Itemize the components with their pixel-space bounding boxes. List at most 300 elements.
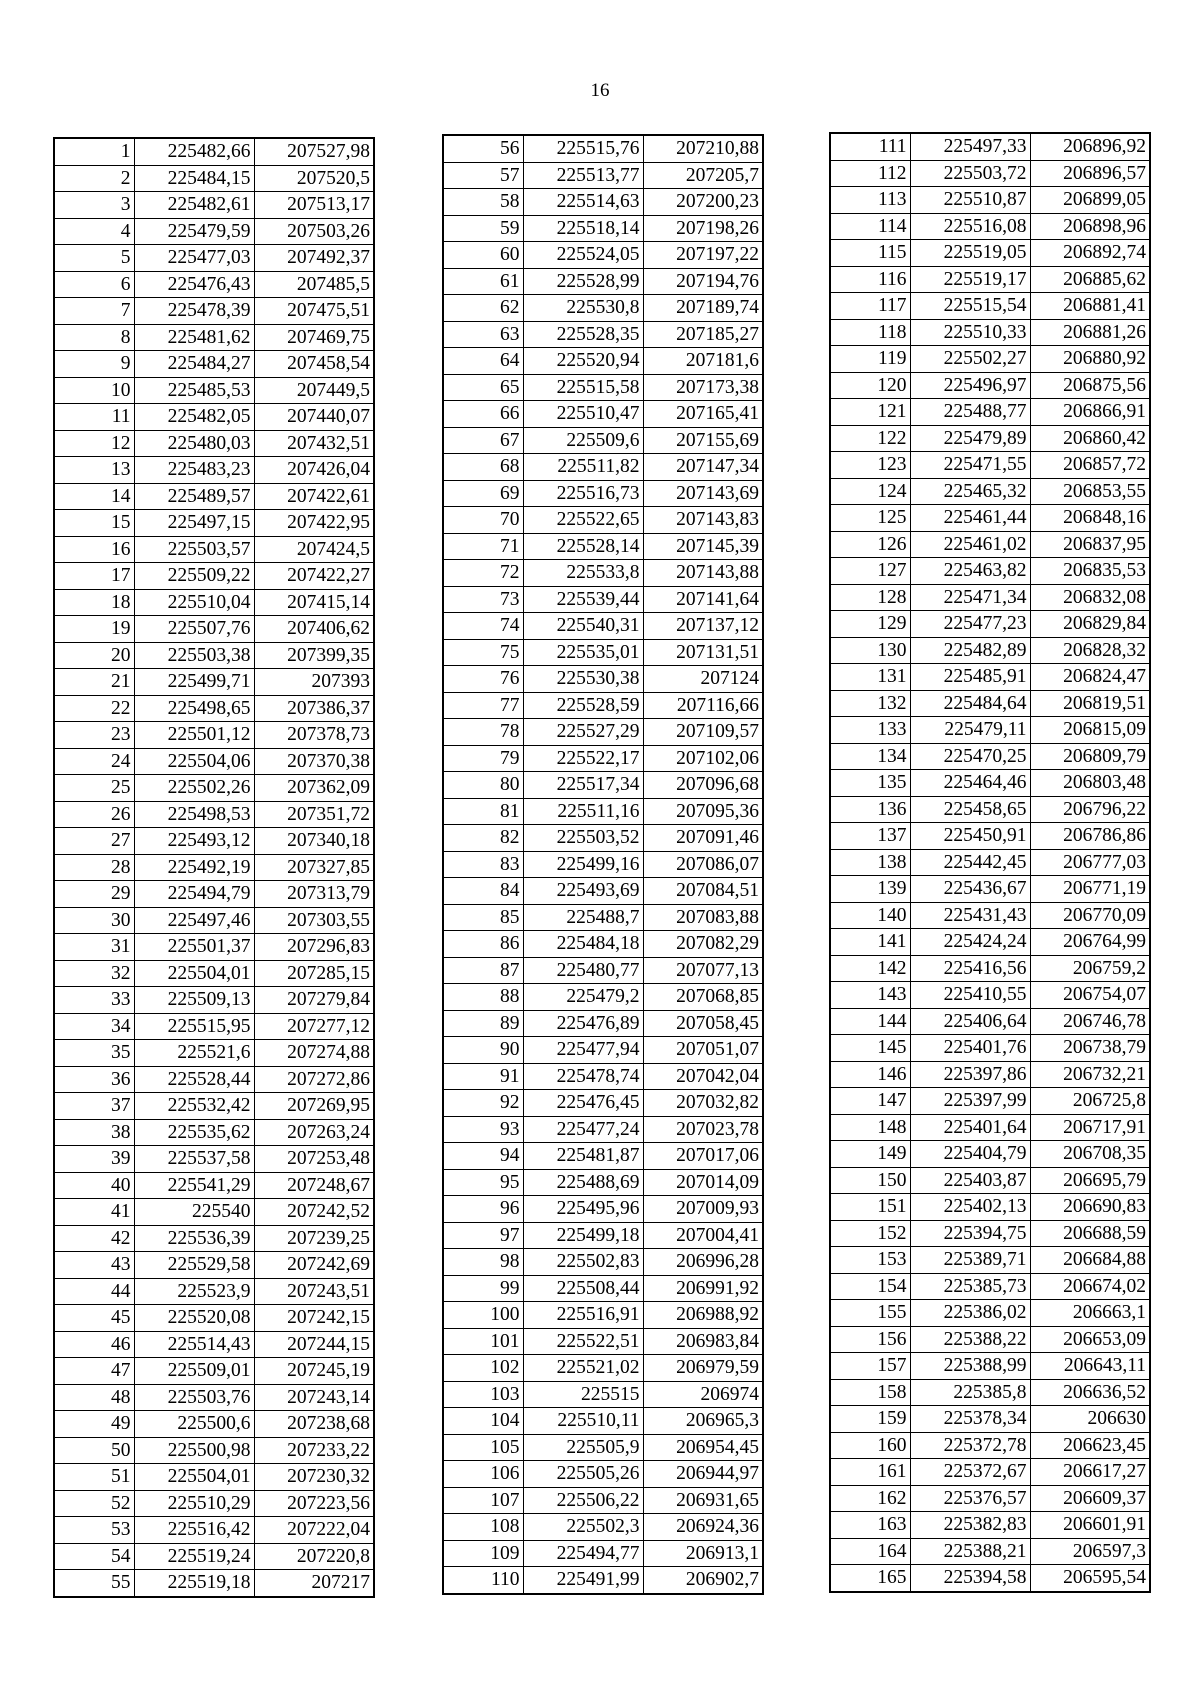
y-coordinate-cell: 206885,62 <box>1030 266 1150 293</box>
point-number-cell: 140 <box>830 902 910 929</box>
point-number-cell: 94 <box>443 1143 523 1170</box>
point-number-cell: 113 <box>830 187 910 214</box>
point-number-cell: 101 <box>443 1328 523 1355</box>
y-coordinate-cell: 206771,19 <box>1030 876 1150 903</box>
table-row <box>443 957 763 984</box>
table-row <box>443 374 763 401</box>
point-number-cell: 30 <box>54 907 134 934</box>
point-number-cell: 88 <box>443 984 523 1011</box>
table-row <box>54 483 374 510</box>
y-coordinate-cell: 207245,19 <box>254 1358 374 1385</box>
x-coordinate-cell: 225394,58 <box>910 1565 1030 1592</box>
y-coordinate-cell: 206754,07 <box>1030 982 1150 1009</box>
x-coordinate-cell: 225515,95 <box>134 1013 254 1040</box>
y-coordinate-cell: 207102,06 <box>643 745 763 772</box>
table-row <box>830 1220 1150 1247</box>
point-number-cell: 56 <box>443 135 523 162</box>
x-coordinate-cell: 225436,67 <box>910 876 1030 903</box>
y-coordinate-cell: 206746,78 <box>1030 1008 1150 1035</box>
point-number-cell: 105 <box>443 1434 523 1461</box>
x-coordinate-cell: 225501,37 <box>134 934 254 961</box>
point-number-cell: 125 <box>830 505 910 532</box>
point-number-cell: 128 <box>830 584 910 611</box>
point-number-cell: 92 <box>443 1090 523 1117</box>
y-coordinate-cell: 206674,02 <box>1030 1273 1150 1300</box>
table-row <box>54 934 374 961</box>
point-number-cell: 124 <box>830 478 910 505</box>
x-coordinate-cell: 225515,58 <box>523 374 643 401</box>
x-coordinate-cell: 225484,15 <box>134 165 254 192</box>
table-row <box>443 1567 763 1594</box>
table-row <box>443 1143 763 1170</box>
table-row <box>830 1326 1150 1353</box>
table-row <box>54 1517 374 1544</box>
x-coordinate-cell: 225479,89 <box>910 425 1030 452</box>
table-row <box>830 1459 1150 1486</box>
x-coordinate-cell: 225489,57 <box>134 483 254 510</box>
x-coordinate-cell: 225397,99 <box>910 1088 1030 1115</box>
table-row <box>830 266 1150 293</box>
x-coordinate-cell: 225510,47 <box>523 401 643 428</box>
point-number-cell: 54 <box>54 1543 134 1570</box>
point-number-cell: 60 <box>443 242 523 269</box>
y-coordinate-cell: 207393 <box>254 669 374 696</box>
y-coordinate-cell: 206663,1 <box>1030 1300 1150 1327</box>
x-coordinate-cell: 225522,51 <box>523 1328 643 1355</box>
x-coordinate-cell: 225503,72 <box>910 160 1030 187</box>
x-coordinate-cell: 225416,56 <box>910 955 1030 982</box>
table-row <box>54 1570 374 1597</box>
x-coordinate-cell: 225483,23 <box>134 457 254 484</box>
point-number-cell: 78 <box>443 719 523 746</box>
x-coordinate-cell: 225540,31 <box>523 613 643 640</box>
point-number-cell: 136 <box>830 796 910 823</box>
y-coordinate-cell: 207116,66 <box>643 692 763 719</box>
table-row <box>830 717 1150 744</box>
y-coordinate-cell: 207272,86 <box>254 1066 374 1093</box>
x-coordinate-cell: 225510,33 <box>910 319 1030 346</box>
x-coordinate-cell: 225388,99 <box>910 1353 1030 1380</box>
table-row <box>54 669 374 696</box>
x-coordinate-cell: 225479,11 <box>910 717 1030 744</box>
table-row <box>830 1379 1150 1406</box>
y-coordinate-cell: 206819,51 <box>1030 690 1150 717</box>
point-number-cell: 161 <box>830 1459 910 1486</box>
y-coordinate-cell: 206931,65 <box>643 1487 763 1514</box>
x-coordinate-cell: 225478,39 <box>134 298 254 325</box>
x-coordinate-cell: 225493,69 <box>523 878 643 905</box>
y-coordinate-cell: 207131,51 <box>643 639 763 666</box>
x-coordinate-cell: 225402,13 <box>910 1194 1030 1221</box>
point-number-cell: 97 <box>443 1222 523 1249</box>
table-row <box>443 931 763 958</box>
table-row <box>54 404 374 431</box>
table-row <box>830 1406 1150 1433</box>
table-row <box>830 187 1150 214</box>
y-coordinate-cell: 207243,14 <box>254 1384 374 1411</box>
x-coordinate-cell: 225503,57 <box>134 536 254 563</box>
point-number-cell: 51 <box>54 1464 134 1491</box>
y-coordinate-cell: 207210,88 <box>643 135 763 162</box>
x-coordinate-cell: 225471,55 <box>910 452 1030 479</box>
y-coordinate-cell: 207109,57 <box>643 719 763 746</box>
table-row <box>830 637 1150 664</box>
y-coordinate-cell: 206684,88 <box>1030 1247 1150 1274</box>
y-coordinate-cell: 207084,51 <box>643 878 763 905</box>
point-number-cell: 18 <box>54 589 134 616</box>
point-number-cell: 89 <box>443 1010 523 1037</box>
y-coordinate-cell: 207424,5 <box>254 536 374 563</box>
y-coordinate-cell: 207124 <box>643 666 763 693</box>
y-coordinate-cell: 207313,79 <box>254 881 374 908</box>
x-coordinate-cell: 225376,57 <box>910 1485 1030 1512</box>
y-coordinate-cell: 206609,37 <box>1030 1485 1150 1512</box>
x-coordinate-cell: 225537,58 <box>134 1146 254 1173</box>
table-row <box>54 1331 374 1358</box>
x-coordinate-cell: 225477,94 <box>523 1037 643 1064</box>
y-coordinate-cell: 207475,51 <box>254 298 374 325</box>
y-coordinate-cell: 206944,97 <box>643 1461 763 1488</box>
x-coordinate-cell: 225496,97 <box>910 372 1030 399</box>
point-number-cell: 47 <box>54 1358 134 1385</box>
x-coordinate-cell: 225510,11 <box>523 1408 643 1435</box>
y-coordinate-cell: 206732,21 <box>1030 1061 1150 1088</box>
y-coordinate-cell: 207017,06 <box>643 1143 763 1170</box>
x-coordinate-cell: 225488,69 <box>523 1169 643 1196</box>
x-coordinate-cell: 225509,6 <box>523 427 643 454</box>
table-row <box>443 348 763 375</box>
table-row <box>443 215 763 242</box>
table-row <box>443 1328 763 1355</box>
point-number-cell: 1 <box>54 138 134 165</box>
table-row <box>830 1300 1150 1327</box>
table-row <box>54 218 374 245</box>
table-row <box>54 430 374 457</box>
x-coordinate-cell: 225541,29 <box>134 1172 254 1199</box>
y-coordinate-cell: 206835,53 <box>1030 558 1150 585</box>
table-row <box>830 690 1150 717</box>
x-coordinate-cell: 225470,25 <box>910 743 1030 770</box>
y-coordinate-cell: 207223,56 <box>254 1490 374 1517</box>
point-number-cell: 138 <box>830 849 910 876</box>
table-row <box>54 536 374 563</box>
y-coordinate-cell: 206828,32 <box>1030 637 1150 664</box>
point-number-cell: 21 <box>54 669 134 696</box>
x-coordinate-cell: 225424,24 <box>910 929 1030 956</box>
y-coordinate-cell: 206853,55 <box>1030 478 1150 505</box>
y-coordinate-cell: 206832,08 <box>1030 584 1150 611</box>
y-coordinate-cell: 206892,74 <box>1030 240 1150 267</box>
table-row <box>830 1061 1150 1088</box>
table-row <box>54 801 374 828</box>
y-coordinate-cell: 206824,47 <box>1030 664 1150 691</box>
y-coordinate-cell: 207217 <box>254 1570 374 1597</box>
x-coordinate-cell: 225539,44 <box>523 586 643 613</box>
x-coordinate-cell: 225401,76 <box>910 1035 1030 1062</box>
point-number-cell: 58 <box>443 189 523 216</box>
y-coordinate-cell: 207432,51 <box>254 430 374 457</box>
table-row <box>443 745 763 772</box>
x-coordinate-cell: 225482,61 <box>134 192 254 219</box>
y-coordinate-cell: 206902,7 <box>643 1567 763 1594</box>
point-number-cell: 53 <box>54 1517 134 1544</box>
point-number-cell: 27 <box>54 828 134 855</box>
table-row <box>54 1252 374 1279</box>
x-coordinate-cell: 225488,7 <box>523 904 643 931</box>
point-number-cell: 23 <box>54 722 134 749</box>
point-number-cell: 110 <box>443 1567 523 1594</box>
x-coordinate-cell: 225450,91 <box>910 823 1030 850</box>
x-coordinate-cell: 225519,05 <box>910 240 1030 267</box>
point-number-cell: 134 <box>830 743 910 770</box>
point-number-cell: 102 <box>443 1355 523 1382</box>
point-number-cell: 55 <box>54 1570 134 1597</box>
y-coordinate-cell: 206924,36 <box>643 1514 763 1541</box>
x-coordinate-cell: 225511,82 <box>523 454 643 481</box>
point-number-cell: 106 <box>443 1461 523 1488</box>
y-coordinate-cell: 207263,24 <box>254 1119 374 1146</box>
point-number-cell: 35 <box>54 1040 134 1067</box>
y-coordinate-cell: 207492,37 <box>254 245 374 272</box>
table-row <box>443 1116 763 1143</box>
y-coordinate-cell: 206857,72 <box>1030 452 1150 479</box>
x-coordinate-cell: 225521,02 <box>523 1355 643 1382</box>
y-coordinate-cell: 207422,27 <box>254 563 374 590</box>
x-coordinate-cell: 225514,63 <box>523 189 643 216</box>
y-coordinate-cell: 207155,69 <box>643 427 763 454</box>
point-number-cell: 144 <box>830 1008 910 1035</box>
point-number-cell: 3 <box>54 192 134 219</box>
table-row <box>54 1146 374 1173</box>
y-coordinate-cell: 206913,1 <box>643 1540 763 1567</box>
y-coordinate-cell: 207009,93 <box>643 1196 763 1223</box>
table-row <box>830 929 1150 956</box>
point-number-cell: 71 <box>443 533 523 560</box>
x-coordinate-cell: 225503,52 <box>523 825 643 852</box>
point-number-cell: 123 <box>830 452 910 479</box>
x-coordinate-cell: 225501,12 <box>134 722 254 749</box>
table-row <box>830 1485 1150 1512</box>
point-number-cell: 154 <box>830 1273 910 1300</box>
x-coordinate-cell: 225463,82 <box>910 558 1030 585</box>
x-coordinate-cell: 225536,39 <box>134 1225 254 1252</box>
point-number-cell: 76 <box>443 666 523 693</box>
table-row <box>54 138 374 165</box>
point-number-cell: 49 <box>54 1411 134 1438</box>
y-coordinate-cell: 206954,45 <box>643 1434 763 1461</box>
table-row <box>830 1194 1150 1221</box>
y-coordinate-cell: 206848,16 <box>1030 505 1150 532</box>
point-number-cell: 44 <box>54 1278 134 1305</box>
y-coordinate-cell: 207233,22 <box>254 1437 374 1464</box>
table-row <box>830 478 1150 505</box>
table-row <box>830 743 1150 770</box>
x-coordinate-cell: 225523,9 <box>134 1278 254 1305</box>
point-number-cell: 95 <box>443 1169 523 1196</box>
y-coordinate-cell: 207426,04 <box>254 457 374 484</box>
point-number-cell: 129 <box>830 611 910 638</box>
point-number-cell: 118 <box>830 319 910 346</box>
table-row <box>443 507 763 534</box>
x-coordinate-cell: 225394,75 <box>910 1220 1030 1247</box>
table-row <box>830 955 1150 982</box>
point-number-cell: 40 <box>54 1172 134 1199</box>
point-number-cell: 164 <box>830 1538 910 1565</box>
x-coordinate-cell: 225519,18 <box>134 1570 254 1597</box>
table-row <box>443 242 763 269</box>
table-row <box>54 1305 374 1332</box>
table-row <box>443 1540 763 1567</box>
point-number-cell: 84 <box>443 878 523 905</box>
point-number-cell: 142 <box>830 955 910 982</box>
point-number-cell: 50 <box>54 1437 134 1464</box>
point-number-cell: 39 <box>54 1146 134 1173</box>
table-row <box>830 902 1150 929</box>
table-row <box>54 1199 374 1226</box>
point-number-cell: 7 <box>54 298 134 325</box>
y-coordinate-cell: 207230,32 <box>254 1464 374 1491</box>
x-coordinate-cell: 225505,9 <box>523 1434 643 1461</box>
x-coordinate-cell: 225528,14 <box>523 533 643 560</box>
table-row <box>54 563 374 590</box>
x-coordinate-cell: 225510,29 <box>134 1490 254 1517</box>
y-coordinate-cell: 206965,3 <box>643 1408 763 1435</box>
point-number-cell: 33 <box>54 987 134 1014</box>
x-coordinate-cell: 225410,55 <box>910 982 1030 1009</box>
point-number-cell: 70 <box>443 507 523 534</box>
y-coordinate-cell: 207469,75 <box>254 324 374 351</box>
point-number-cell: 14 <box>54 483 134 510</box>
table-row <box>443 1487 763 1514</box>
table-row <box>54 854 374 881</box>
y-coordinate-cell: 207285,15 <box>254 960 374 987</box>
x-coordinate-cell: 225494,77 <box>523 1540 643 1567</box>
table-row <box>443 1249 763 1276</box>
y-coordinate-cell: 207165,41 <box>643 401 763 428</box>
point-number-cell: 11 <box>54 404 134 431</box>
table-row <box>54 1437 374 1464</box>
y-coordinate-cell: 207340,18 <box>254 828 374 855</box>
table-row <box>54 695 374 722</box>
point-number-cell: 64 <box>443 348 523 375</box>
point-number-cell: 52 <box>54 1490 134 1517</box>
x-coordinate-cell: 225497,33 <box>910 133 1030 160</box>
y-coordinate-cell: 207189,74 <box>643 295 763 322</box>
y-coordinate-cell: 206898,96 <box>1030 213 1150 240</box>
point-number-cell: 96 <box>443 1196 523 1223</box>
y-coordinate-cell: 206860,42 <box>1030 425 1150 452</box>
point-number-cell: 108 <box>443 1514 523 1541</box>
y-coordinate-cell: 207296,83 <box>254 934 374 961</box>
table-row <box>830 796 1150 823</box>
x-coordinate-cell: 225518,14 <box>523 215 643 242</box>
point-number-cell: 65 <box>443 374 523 401</box>
table-row <box>54 1172 374 1199</box>
table-row <box>443 1090 763 1117</box>
x-coordinate-cell: 225458,65 <box>910 796 1030 823</box>
table-row <box>54 377 374 404</box>
table-row <box>54 1384 374 1411</box>
y-coordinate-cell: 206875,56 <box>1030 372 1150 399</box>
y-coordinate-cell: 206630 <box>1030 1406 1150 1433</box>
y-coordinate-cell: 207386,37 <box>254 695 374 722</box>
table-row <box>54 1358 374 1385</box>
point-number-cell: 15 <box>54 510 134 537</box>
point-number-cell: 162 <box>830 1485 910 1512</box>
y-coordinate-cell: 207406,62 <box>254 616 374 643</box>
point-number-cell: 45 <box>54 1305 134 1332</box>
y-coordinate-cell: 207004,41 <box>643 1222 763 1249</box>
table-row <box>830 213 1150 240</box>
x-coordinate-cell: 225535,01 <box>523 639 643 666</box>
table-row <box>443 1222 763 1249</box>
y-coordinate-cell: 206636,52 <box>1030 1379 1150 1406</box>
point-number-cell: 150 <box>830 1167 910 1194</box>
table-row <box>443 666 763 693</box>
table-row <box>443 135 763 162</box>
table-row <box>443 798 763 825</box>
point-number-cell: 38 <box>54 1119 134 1146</box>
table-row <box>54 351 374 378</box>
x-coordinate-cell: 225477,23 <box>910 611 1030 638</box>
point-number-cell: 75 <box>443 639 523 666</box>
table-row <box>54 1013 374 1040</box>
y-coordinate-cell: 207513,17 <box>254 192 374 219</box>
point-number-cell: 131 <box>830 664 910 691</box>
table-row <box>443 1355 763 1382</box>
y-coordinate-cell: 207141,64 <box>643 586 763 613</box>
y-coordinate-cell: 206601,91 <box>1030 1512 1150 1539</box>
x-coordinate-cell: 225485,53 <box>134 377 254 404</box>
x-coordinate-cell: 225528,44 <box>134 1066 254 1093</box>
table-row <box>54 298 374 325</box>
x-coordinate-cell: 225403,87 <box>910 1167 1030 1194</box>
table-row <box>443 772 763 799</box>
x-coordinate-cell: 225522,65 <box>523 507 643 534</box>
point-number-cell: 17 <box>54 563 134 590</box>
y-coordinate-cell: 206983,84 <box>643 1328 763 1355</box>
coordinate-table-3 <box>829 132 1151 1593</box>
table-row <box>830 1247 1150 1274</box>
x-coordinate-cell: 225488,77 <box>910 399 1030 426</box>
point-number-cell: 83 <box>443 851 523 878</box>
x-coordinate-cell: 225461,02 <box>910 531 1030 558</box>
y-coordinate-cell: 206815,09 <box>1030 717 1150 744</box>
x-coordinate-cell: 225500,98 <box>134 1437 254 1464</box>
x-coordinate-cell: 225532,42 <box>134 1093 254 1120</box>
y-coordinate-cell: 206643,11 <box>1030 1353 1150 1380</box>
point-number-cell: 2 <box>54 165 134 192</box>
point-number-cell: 81 <box>443 798 523 825</box>
y-coordinate-cell: 207520,5 <box>254 165 374 192</box>
point-number-cell: 120 <box>830 372 910 399</box>
y-coordinate-cell: 206996,28 <box>643 1249 763 1276</box>
point-number-cell: 46 <box>54 1331 134 1358</box>
point-number-cell: 32 <box>54 960 134 987</box>
x-coordinate-cell: 225515,76 <box>523 135 643 162</box>
point-number-cell: 4 <box>54 218 134 245</box>
table-row <box>54 192 374 219</box>
table-row <box>830 1273 1150 1300</box>
point-number-cell: 37 <box>54 1093 134 1120</box>
y-coordinate-cell: 207200,23 <box>643 189 763 216</box>
y-coordinate-cell: 207173,38 <box>643 374 763 401</box>
point-number-cell: 112 <box>830 160 910 187</box>
table-row <box>830 1538 1150 1565</box>
x-coordinate-cell: 225389,71 <box>910 1247 1030 1274</box>
y-coordinate-cell: 206974 <box>643 1381 763 1408</box>
y-coordinate-cell: 207458,54 <box>254 351 374 378</box>
